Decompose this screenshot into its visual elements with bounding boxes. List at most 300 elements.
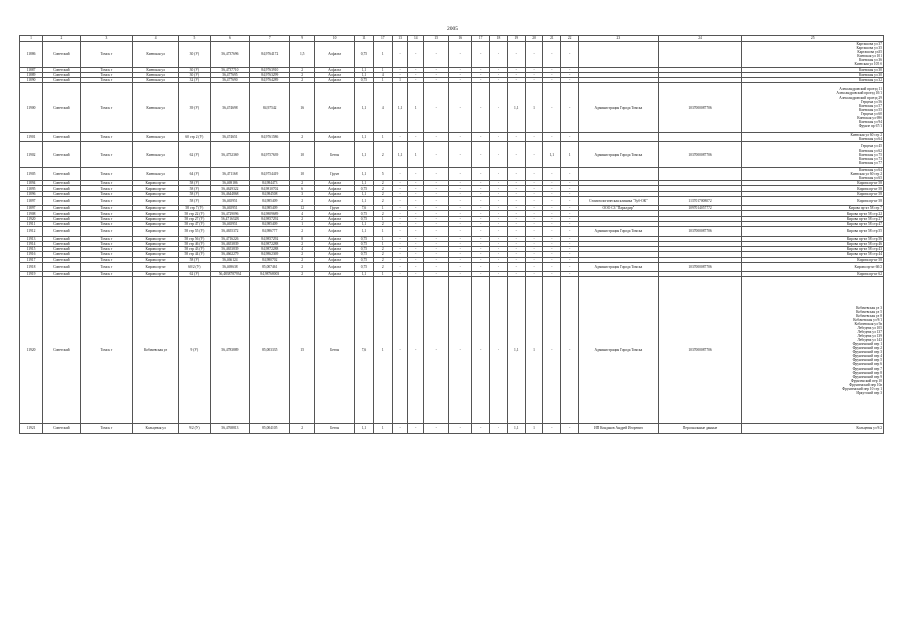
cell-val-22: -: [561, 272, 579, 277]
cell-building: 64 (У): [179, 167, 210, 180]
cell-longitude: 84,9862369: [250, 252, 290, 257]
cell-val-20: -: [525, 247, 543, 252]
cell-val-14: -: [408, 211, 424, 216]
cell-street: Кирова пр-кт: [133, 262, 179, 271]
cell-area: 10: [290, 142, 315, 168]
cell-val-15: -: [424, 211, 449, 216]
address-line: Киевская ул 101: [857, 54, 882, 59]
cell-district: Советский: [43, 424, 81, 433]
address-line: Кирова пр-кт 58 стр 22: [846, 211, 882, 216]
cell-street: Кирова пр-кт: [133, 221, 179, 226]
cell-containers: 2: [373, 186, 392, 191]
cell-owner: [579, 42, 659, 68]
cell-city: Томск г: [80, 221, 132, 226]
cell-surface: Асфальт: [315, 236, 355, 241]
cell-street: Кирова пр-кт: [133, 257, 179, 262]
cell-record-id: 11920: [20, 216, 43, 221]
address-line: Кольцевая ул 9/2: [856, 426, 882, 431]
cell-longitude: 84,9757639: [250, 142, 290, 168]
cell-val-15: -: [424, 236, 449, 241]
column-number: 15: [424, 36, 449, 42]
address-line: Кирова пр-кт 58 стр 43: [846, 247, 882, 252]
cell-val-17: -: [472, 206, 490, 211]
table-row: [20, 133, 884, 142]
cell-surface: Асфальт: [315, 241, 355, 246]
column-number: 2: [43, 36, 81, 42]
address-line: Кирова пр-кт 58: [857, 257, 882, 262]
address-line: Киевская ул 32: [859, 78, 882, 83]
cell-area: 2: [290, 227, 315, 236]
cell-val-19: -: [507, 186, 525, 191]
cell-latitude: 56,4653839: [210, 247, 250, 252]
cell-building: 60 стр 2 (У): [179, 133, 210, 142]
cell-containers: 1: [373, 206, 392, 211]
address-line: Киевская ул 73: [859, 156, 882, 161]
cell-owner-inn: [658, 133, 742, 142]
cell-latitude: 56,474651: [210, 133, 250, 142]
cell-city: Томск г: [80, 211, 132, 216]
cell-building: 30 (У): [179, 72, 210, 77]
cell-val-22: -: [561, 424, 579, 433]
cell-containers: 1: [373, 78, 392, 83]
cell-building: 30 (У): [179, 42, 210, 68]
cell-building: 58 (У): [179, 181, 210, 186]
cell-val-17: -: [472, 83, 490, 133]
cell-val-20: -: [525, 72, 543, 77]
cell-owner: Администрация Города Томска: [579, 227, 659, 236]
cell-val-21: -: [543, 277, 561, 424]
cell-owner-inn: 1037000087706: [658, 262, 742, 271]
cell-val-22: -: [561, 67, 579, 72]
address-line: Фрунзенский пер 2: [852, 346, 882, 351]
cell-containers: 1: [373, 424, 392, 433]
cell-area: 2: [290, 272, 315, 277]
cell-val-22: -: [561, 247, 579, 252]
cell-val-19: -: [507, 257, 525, 262]
cell-val-14: -: [408, 247, 424, 252]
cell-building: 58 (У): [179, 191, 210, 196]
cell-street: Киевская ул: [133, 67, 179, 72]
cell-record-id: 11896: [20, 191, 43, 196]
cell-val-13: -: [392, 216, 408, 221]
cell-val-18: -: [490, 72, 508, 77]
cell-street: Кирова пр-кт: [133, 196, 179, 205]
column-number: 21: [543, 36, 561, 42]
cell-val-17: -: [472, 196, 490, 205]
cell-area: 2: [290, 216, 315, 221]
cell-longitude: 84,984508: [250, 191, 290, 196]
cell-district: Советский: [43, 72, 81, 77]
cell-record-id: 11918: [20, 262, 43, 271]
cell-city: Томск г: [80, 67, 132, 72]
address-line: Кирова пр-кт 58 стр 46: [846, 241, 882, 246]
cell-surface: Бетон: [315, 142, 355, 168]
cell-longitude: 84,984473: [250, 181, 290, 186]
cell-district: Советский: [43, 196, 81, 205]
cell-record-id: 11916: [20, 252, 43, 257]
address-line: Кирова пр-кт 58 стр 44: [846, 252, 882, 257]
cell-val-13: -: [392, 211, 408, 216]
cell-containers: 1: [373, 241, 392, 246]
cell-containers: 1: [373, 277, 392, 424]
cell-owner-inn: 1037000087706: [658, 227, 742, 236]
cell-volume: 0,75: [355, 78, 374, 83]
column-number: 17: [373, 36, 392, 42]
cell-val-13: -: [392, 42, 408, 68]
address-line: Кирова пр-кт 58: [857, 191, 882, 196]
cell-val-17: -: [472, 236, 490, 241]
address-line: Фрунзенский пер 3: [852, 350, 882, 355]
cell-volume: 0,75: [355, 257, 374, 262]
address-line: Кирова пр-кт 58: [857, 186, 882, 191]
cell-val-16: -: [449, 196, 472, 205]
cell-street: Кирова пр-кт: [133, 206, 179, 211]
cell-val-15: -: [424, 227, 449, 236]
cell-val-19: -: [507, 247, 525, 252]
cell-longitude: 84,986777: [250, 227, 290, 236]
cell-val-13: -: [392, 236, 408, 241]
cell-building: 9 (У): [179, 277, 210, 424]
cell-val-17: -: [472, 186, 490, 191]
cell-building: 39 (У): [179, 83, 210, 133]
cell-surface: Асфальт: [315, 133, 355, 142]
cell-city: Томск г: [80, 181, 132, 186]
cell-val-15: -: [424, 257, 449, 262]
cell-building: 58 стр 22 (У): [179, 211, 210, 216]
cell-area: 2: [290, 262, 315, 271]
cell-longitude: 84,985409: [250, 206, 290, 211]
cell-latitude: 56,469186: [210, 181, 250, 186]
cell-city: Томск г: [80, 252, 132, 257]
cell-val-22: -: [561, 227, 579, 236]
cell-val-13: -: [392, 227, 408, 236]
cell-val-21: -: [543, 211, 561, 216]
address-line: Лебедева ул 137: [857, 330, 882, 335]
cell-val-14: -: [408, 72, 424, 77]
cell-volume: 1,1: [355, 221, 374, 226]
cell-district: Советский: [43, 67, 81, 72]
address-line: Киевская ул 60 стр 2: [850, 133, 882, 138]
cell-surface: Асфальт: [315, 247, 355, 252]
cell-district: Советский: [43, 257, 81, 262]
cell-area: 8: [290, 236, 315, 241]
cell-val-14: -: [408, 257, 424, 262]
cell-street: Кольцевая ул: [133, 424, 179, 433]
cell-val-15: -: [424, 133, 449, 142]
cell-val-17: -: [472, 262, 490, 271]
cell-val-22: -: [561, 191, 579, 196]
cell-district: Советский: [43, 227, 81, 236]
cell-val-16: -: [449, 221, 472, 226]
cell-containers: 1: [373, 227, 392, 236]
cell-val-21: 1,1: [543, 142, 561, 168]
cell-val-18: -: [490, 424, 508, 433]
address-line: Карташова ул 35: [856, 46, 882, 51]
cell-record-id: 11915: [20, 247, 43, 252]
cell-latitude: 56,466124: [210, 257, 250, 262]
cell-volume: 1,1: [355, 181, 374, 186]
cell-record-id: 11911: [20, 221, 43, 226]
cell-volume: 1,1: [355, 196, 374, 205]
cell-record-id: 11897: [20, 196, 43, 205]
cell-area: 2: [290, 72, 315, 77]
column-number: 6: [210, 36, 250, 42]
cell-surface: Асфальт: [315, 67, 355, 72]
cell-val-14: -: [408, 277, 424, 424]
cell-val-20: -: [525, 133, 543, 142]
cell-val-21: -: [543, 236, 561, 241]
cell-val-22: -: [561, 221, 579, 226]
cell-area: 1: [290, 221, 315, 226]
cell-building: 58 стр 7 (У): [179, 206, 210, 211]
address-line: Фрунзенский пер 1: [852, 342, 882, 347]
cell-val-13: -: [392, 196, 408, 205]
cell-val-13: -: [392, 133, 408, 142]
cell-volume: 1,1: [355, 167, 374, 180]
cell-served-addresses: [742, 42, 884, 68]
address-line: Киевская ул 36: [859, 58, 882, 63]
cell-val-22: 1: [561, 142, 579, 168]
cell-surface: Асфальт: [315, 216, 355, 221]
cell-val-14: -: [408, 167, 424, 180]
address-line: Фрунзенский пер 7: [852, 366, 882, 371]
cell-val-13: 1,1: [392, 83, 408, 133]
cell-building: 60/2 (У): [179, 262, 210, 271]
cell-record-id: 11913: [20, 236, 43, 241]
cell-district: Советский: [43, 186, 81, 191]
cell-district: Советский: [43, 277, 81, 424]
cell-surface: Грунт: [315, 167, 355, 180]
cell-containers: 2: [373, 181, 392, 186]
cell-longitude: 84,9763299: [250, 72, 290, 77]
cell-latitude: 56,4729096: [210, 211, 250, 216]
cell-latitude: 56,471632В: [210, 216, 250, 221]
cell-val-21: -: [543, 181, 561, 186]
cell-val-22: -: [561, 262, 579, 271]
cell-val-19: -: [507, 272, 525, 277]
cell-city: Томск г: [80, 191, 132, 196]
cell-val-16: -: [449, 241, 472, 246]
cell-val-16: -: [449, 42, 472, 68]
cell-containers: 1: [373, 67, 392, 72]
cell-building: 58 (У): [179, 186, 210, 191]
cell-volume: 0,75: [355, 236, 374, 241]
cell-val-22: -: [561, 257, 579, 262]
column-number: 3: [80, 36, 132, 42]
cell-val-21: -: [543, 72, 561, 77]
cell-val-16: -: [449, 424, 472, 433]
cell-val-20: -: [525, 196, 543, 205]
cell-volume: 0,75: [355, 262, 374, 271]
cell-latitude: 56,471168: [210, 167, 250, 180]
table-row: [20, 227, 884, 236]
cell-val-19: -: [507, 191, 525, 196]
cell-val-21: -: [543, 247, 561, 252]
cell-val-14: -: [408, 42, 424, 68]
cell-val-16: -: [449, 78, 472, 83]
cell-val-17: -: [472, 142, 490, 168]
cell-record-id: 11894: [20, 181, 43, 186]
cell-record-id: 11889: [20, 72, 43, 77]
cell-latitude: 56,465951: [210, 196, 250, 205]
cell-val-14: -: [408, 227, 424, 236]
cell-volume: 1,1: [355, 272, 374, 277]
cell-area: 15: [290, 277, 315, 424]
cell-val-17: -: [472, 181, 490, 186]
cell-val-22: -: [561, 277, 579, 424]
cell-val-16: -: [449, 181, 472, 186]
cell-owner-inn: 1037000087706: [658, 83, 742, 133]
cell-val-15: -: [424, 252, 449, 257]
cell-street: Кирова пр-кт: [133, 241, 179, 246]
cell-longitude: 84,9763910: [250, 67, 290, 72]
cell-street: Киевская ул: [133, 133, 179, 142]
cell-val-19: -: [507, 221, 525, 226]
cell-val-21: -: [543, 424, 561, 433]
cell-val-18: -: [490, 262, 508, 271]
cell-val-17: -: [472, 78, 490, 83]
cell-val-18: -: [490, 191, 508, 196]
table-row: [20, 277, 884, 424]
column-number: 5: [179, 36, 210, 42]
cell-record-id: 11902: [20, 142, 43, 168]
cell-volume: 1,1: [355, 227, 374, 236]
cell-val-18: -: [490, 42, 508, 68]
cell-building: 58 стр 47 (У): [179, 221, 210, 226]
cell-street: Кирова пр-кт: [133, 216, 179, 221]
address-line: Киевская ул 64: [859, 137, 882, 142]
address-line: Кирова пр-кт 58 стр 7: [848, 206, 882, 211]
cell-city: Томск г: [80, 83, 132, 133]
cell-val-20: -: [525, 272, 543, 277]
cell-city: Томск г: [80, 78, 132, 83]
cell-owner: Стоматологическая клиника "Зуб-ОК": [579, 196, 659, 205]
cell-val-15: -: [424, 67, 449, 72]
cell-district: Советский: [43, 83, 81, 133]
cell-district: Советский: [43, 167, 81, 180]
cell-building: 58 стр 56 (У): [179, 236, 210, 241]
cell-val-16: -: [449, 216, 472, 221]
address-line: Фрунзенский пер 10: [850, 378, 882, 383]
cell-owner: Администрация Города Томска: [579, 142, 659, 168]
cell-volume: 1,1: [355, 142, 374, 168]
cell-val-14: -: [408, 133, 424, 142]
cell-surface: Бетон: [315, 277, 355, 424]
cell-val-22: -: [561, 236, 579, 241]
cell-served-addresses: [742, 133, 884, 142]
cell-containers: 5: [373, 167, 392, 180]
cell-street: Кирова пр-кт: [133, 236, 179, 241]
cell-street: Киевская ул: [133, 167, 179, 180]
address-line: Карташова ул 37: [856, 42, 882, 47]
address-line: Лебедева ул 105: [857, 326, 882, 331]
cell-district: Советский: [43, 181, 81, 186]
column-number: 25: [742, 36, 884, 42]
address-line: Иркутский пер 3: [856, 390, 882, 395]
cell-owner-inn: 1137017008072: [658, 196, 742, 205]
cell-area: 2: [290, 241, 315, 246]
cell-city: Томск г: [80, 262, 132, 271]
cell-record-id: 11905: [20, 167, 43, 180]
cell-val-18: -: [490, 196, 508, 205]
cell-volume: 1,1: [355, 72, 374, 77]
cell-area: 2: [290, 67, 315, 72]
address-line: Киевская ул 94: [859, 119, 882, 124]
cell-longitude: 84,9857292: [250, 216, 290, 221]
cell-val-21: -: [543, 262, 561, 271]
cell-val-20: -: [525, 262, 543, 271]
cell-record-id: 11917: [20, 257, 43, 262]
cell-street: Кирова пр-кт: [133, 181, 179, 186]
cell-area: 2: [290, 133, 315, 142]
cell-street: Кирова пр-кт: [133, 272, 179, 277]
cell-city: Томск г: [80, 133, 132, 142]
cell-city: Томск г: [80, 186, 132, 191]
cell-building: 58 стр 43 (У): [179, 247, 210, 252]
cell-val-18: -: [490, 181, 508, 186]
cell-containers: 1: [373, 216, 392, 221]
cell-val-17: -: [472, 191, 490, 196]
column-number: 7: [250, 36, 290, 42]
cell-owner-inn: 1037000087706: [658, 277, 742, 424]
cell-district: Советский: [43, 133, 81, 142]
cell-street: Киевская ул: [133, 142, 179, 168]
cell-val-19: -: [507, 262, 525, 271]
address-line: Кирова пр-кт 58: [857, 199, 882, 204]
cell-latitude: 56,4662279: [210, 252, 250, 257]
cell-surface: Асфальт: [315, 227, 355, 236]
cell-val-20: -: [525, 78, 543, 83]
address-line: Александровский проезд 10/1: [836, 91, 882, 96]
cell-owner: Администрация Города Томска: [579, 83, 659, 133]
cell-val-21: -: [543, 241, 561, 246]
cell-latitude: 56,4783889: [210, 277, 250, 424]
cell-val-14: -: [408, 181, 424, 186]
cell-val-16: -: [449, 191, 472, 196]
cell-val-15: -: [424, 72, 449, 77]
cell-val-19: -: [507, 181, 525, 186]
cell-val-19: -: [507, 142, 525, 168]
cell-served-addresses: [742, 277, 884, 424]
cell-val-18: -: [490, 216, 508, 221]
cell-longitude: 84,9754419: [250, 167, 290, 180]
cell-volume: 1,1: [355, 67, 374, 72]
address-line: Фрунзенский пер 4: [852, 354, 882, 359]
cell-val-16: -: [449, 206, 472, 211]
cell-val-13: 1,1: [392, 142, 408, 168]
cell-owner: Администрация Города Томска: [579, 277, 659, 424]
cell-val-22: -: [561, 133, 579, 142]
cell-val-18: -: [490, 67, 508, 72]
address-line: Киевская ул 77: [859, 160, 882, 165]
column-number: 16: [449, 36, 472, 42]
cell-val-15: -: [424, 78, 449, 83]
cell-val-21: -: [543, 167, 561, 180]
cell-val-22: -: [561, 211, 579, 216]
cell-val-16: -: [449, 257, 472, 262]
cell-city: Томск г: [80, 277, 132, 424]
cell-area: 2: [290, 78, 315, 83]
cell-street: Кирова пр-кт: [133, 211, 179, 216]
cell-val-16: -: [449, 252, 472, 257]
column-number: 20: [525, 36, 543, 42]
address-line: Герцена ул 60: [860, 111, 882, 116]
cell-val-17: -: [472, 211, 490, 216]
cell-district: Советский: [43, 247, 81, 252]
cell-district: Советский: [43, 272, 81, 277]
cell-val-19: -: [507, 67, 525, 72]
cell-val-18: -: [490, 83, 508, 133]
